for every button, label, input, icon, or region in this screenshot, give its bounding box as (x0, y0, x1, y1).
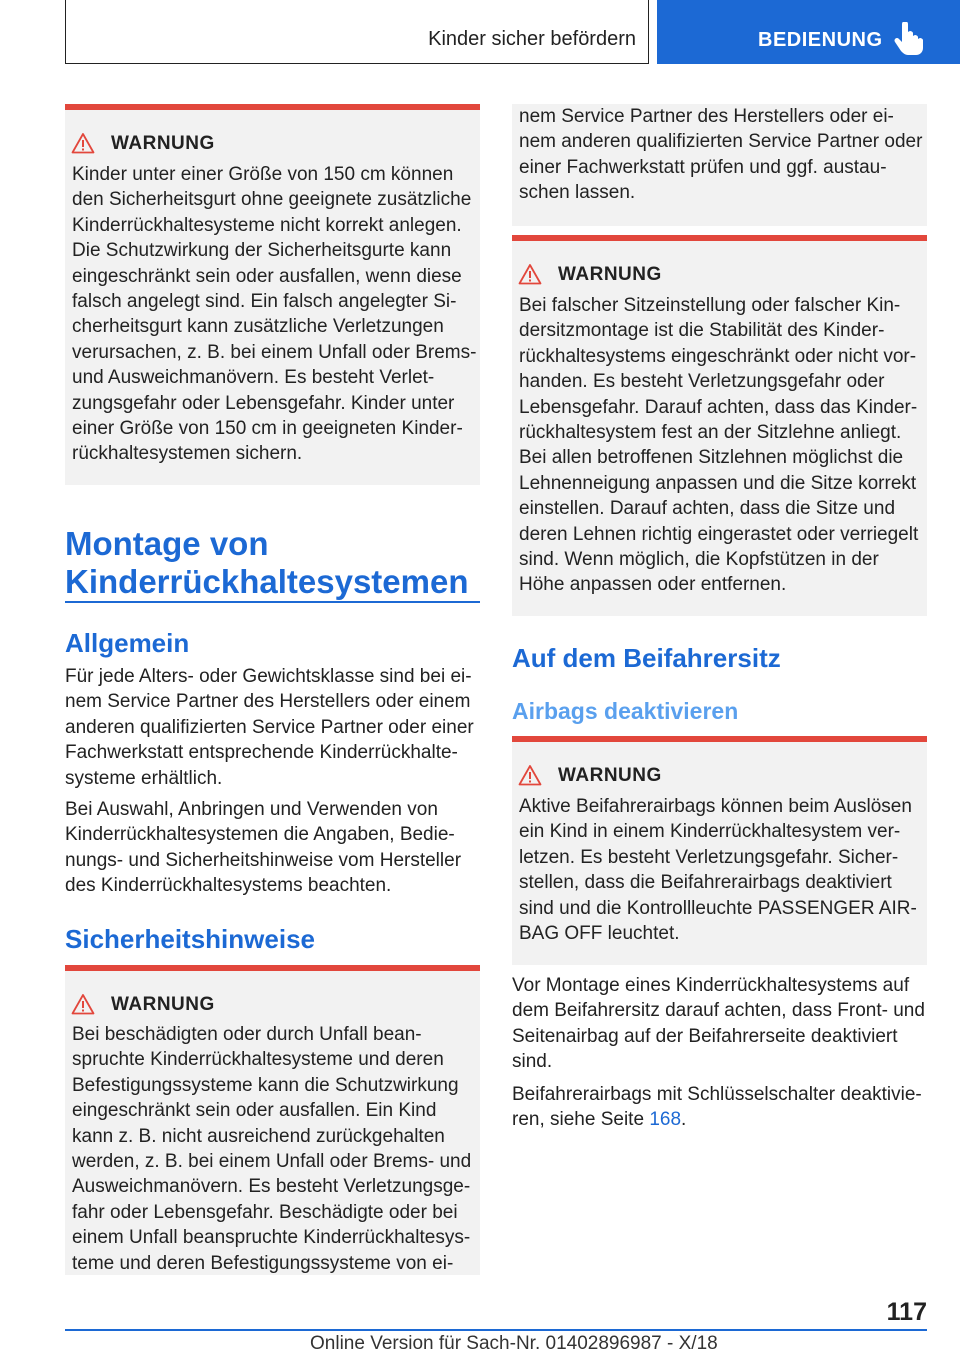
paragraph-instructions: Bei Auswahl, Anbringen und Verwenden von Kinderrückhaltesystemen die Angaben, Bedie- nungs- und Sicherheitshinweise vom Hersteller des Kinderrückhaltesystems beachten. (65, 799, 462, 897)
page-number: 117 (886, 1298, 927, 1326)
warning-triangle-icon (518, 764, 542, 786)
warning-triangle-icon (518, 263, 542, 285)
paragraph-key-switch: Beifahrerairbags mit Schlüsselschalter deaktivie- ren, siehe Seite 168. (512, 1084, 922, 1131)
subheading-allgemein: Allgemein (65, 628, 190, 658)
warning-text: Bei falscher Sitzeinstellung oder falscher Kin- dersitzmontage ist die Stabilität des Kinder- rückhaltesystems eingeschränkt oder nicht vor- handen. Es besteht Verletzungsgefahr oder Lebensgefahr. Darauf achten, dass das Kinder- rückhaltesystem fest an der Sitzlehne anliegt. Bei allen betroffenen Sitzlehnen möglichst die Lehnenneigung anpassen und die Sitze korrekt einstellen. Darauf achten, dass die Sitze und deren Lehnen richtig eingerastet oder verriegelt sind. Wenn möglich, die Kopfstützen in der Höhe anpassen oder entfernen. (519, 295, 919, 596)
warning-box-damaged-systems (65, 965, 480, 1275)
warning-text: Bei beschädigten oder durch Unfall bean- spruchte Kinderrückhaltesysteme und deren Befestigungssysteme kann die Schutzwirkung eingeschränkt sein oder ausfallen. Ein Kind kann z. B. nicht ausreichend zurückgehalten werden, z. B. bei einem Unfall oder Brems- und Ausweichmanövern. Es besteht Verletzungsge- fahr oder Lebensgefahr. Beschädigte oder bei einem Unfall beanspruchte Kinderrückhaltesys- teme und deren Befestigungssysteme von ei- (72, 1024, 472, 1274)
section-heading-montage: Montage von Kinderrückhaltesystemen (65, 525, 469, 600)
warning-label: WARNUNG (111, 133, 215, 154)
warning-bar (65, 965, 480, 971)
footer-rule-right (862, 1329, 927, 1331)
pointing-hand-icon (894, 22, 926, 56)
warning-box-airbags (512, 736, 927, 965)
subheading-airbags: Airbags deaktivieren (512, 698, 739, 724)
section-title: Kinder sicher befördern (428, 28, 636, 50)
warning-box-seat-adjustment (512, 235, 927, 616)
warning-triangle-icon (71, 132, 95, 154)
warning-bar (512, 235, 927, 241)
subheading-sicherheitshinweise: Sicherheitshinweise (65, 924, 315, 954)
paragraph-availability: Für jede Alters- oder Gewichtsklasse sind bei ei- nem Service Partner des Herstellers oder einem anderen qualifizierten Service Partner oder einer Fachwerkstatt entsprechende Kinderrückhalte- systeme erhältlich. (65, 666, 474, 789)
page-reference-link[interactable]: 168 (649, 1109, 682, 1131)
warning-bar (512, 736, 927, 742)
subheading-beifahrersitz: Auf dem Beifahrersitz (512, 643, 781, 673)
warning-text: Aktive Beifahrerairbags können beim Auslösen ein Kind in einem Kinderrückhaltesystem ver- letzen. Es besteht Verletzungsgefahr. Sicher- stellen, dass die Beifahrerairbags deaktiviert sind und die Kontrollleuchte PASSENGER AIR- BAG OFF leuchtet. (519, 796, 917, 945)
warning-triangle-icon (71, 993, 95, 1015)
warning-label: WARNUNG (111, 994, 215, 1015)
warning-text-continued: nem Service Partner des Herstellers oder ei- nem anderen qualifizierten Service Partner oder einer Fachwerkstatt prüfen und ggf. austau- schen lassen. (519, 106, 923, 204)
warning-box-continued (512, 104, 927, 226)
warning-label: WARNUNG (558, 765, 662, 786)
warning-bar (65, 104, 480, 110)
footer-rule (65, 1329, 863, 1331)
paragraph-before-mounting: Vor Montage eines Kinderrückhaltesystems auf dem Beifahrersitz darauf achten, dass Front- und Seitenairbag auf der Beifahrerseite deaktiviert sind. (512, 975, 925, 1073)
warning-label: WARNUNG (558, 264, 662, 285)
chapter-tab-label: BEDIENUNG (758, 29, 883, 51)
warning-text: Kinder unter einer Größe von 150 cm können den Sicherheitsgurt ohne geeignete zusätzliche Kinderrückhaltesysteme nicht korrekt anlegen. Die Schutzwirkung der Sicherheitsgurte kann eingeschränkt sein oder ausfallen, wenn diese falsch angelegt sind. Ein falsch angelegter Si- cherheitsgurt kann zusätzliche Verletzungen verursachen, z. B. bei einem Unfall oder Brems- und Ausweichmanövern. Es besteht Verlet- zungsgefahr oder Lebensgefahr. Kinder unter einer Größe von 150 cm in geeigneten Kinder- rückhaltesystemen sichern. (72, 164, 477, 465)
heading-underline (65, 601, 480, 603)
warning-box-child-size (65, 104, 480, 485)
footer-online-version: Online Version für Sach-Nr. 01402896987 - X/18 (310, 1333, 718, 1354)
